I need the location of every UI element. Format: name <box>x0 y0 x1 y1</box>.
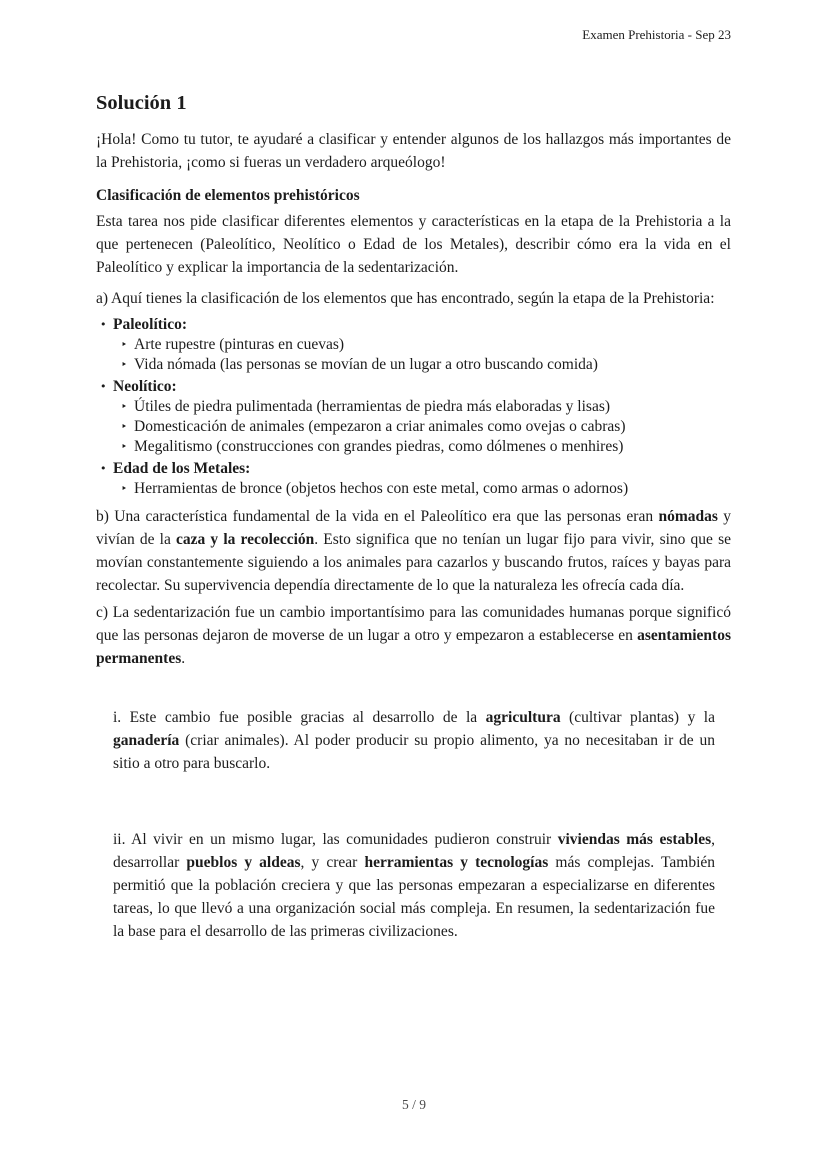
page-header: Examen Prehistoria - Sep 23 <box>582 27 731 42</box>
sub-item-text: Vida nómada (las personas se movían de un lugar a otro buscando comida) <box>134 356 598 373</box>
solution-title: Solución 1 <box>96 92 187 114</box>
classification-sub-item <box>96 479 731 499</box>
era-label: Neolítico: <box>113 378 177 395</box>
classification-era-item <box>96 315 731 335</box>
era-label: Edad de los Metales: <box>113 460 251 477</box>
item-a-lead: a) Aquí tienes la clasificación de los elementos que has encontrado, según la etapa de la Prehistoria: <box>96 290 715 307</box>
sub-item-text: Megalitismo (construcciones con grandes piedras, como dólmenes o menhires) <box>134 438 624 455</box>
section-heading: Clasificación de elementos prehistóricos <box>96 187 360 204</box>
bullet-icon: • <box>100 318 107 331</box>
classification-list <box>96 315 731 499</box>
triangle-bullet-icon: ‣ <box>121 421 128 433</box>
triangle-bullet-icon: ‣ <box>121 483 128 495</box>
triangle-bullet-icon: ‣ <box>121 441 128 453</box>
sub-paragraph-i: i. Este cambio fue posible gracias al desarrollo de la agricultura (cultivar plantas) y la ganadería (criar animales). Al poder producir su propio alimento, ya no necesitaban ir de un sitio a otro para buscarlo. <box>113 709 715 772</box>
sub-paragraph-ii: ii. Al vivir en un mismo lugar, las comunidades pudieron construir viviendas más estables, desarrollar pueblos y aldeas, y crear herramientas y tecnologías más complejas. También permitió que la población creciera y que las personas empezaran a especializarse en diferentes tareas, lo que llevó a una organización social más compleja. En resumen, la sedentarización fue la base para el desarrollo de las primeras civilizaciones. <box>113 831 716 940</box>
bullet-icon: • <box>100 462 107 475</box>
sub-item-text: Herramientas de bronce (objetos hechos con este metal, como armas o adornos) <box>134 480 629 497</box>
paragraph-c: c) La sedentarización fue un cambio importantísimo para las comunidades humanas porque significó que las personas dejaron de moverse de un lugar a otro y empezaron a establecerse en asentamientos permanentes. <box>96 604 731 667</box>
document-content <box>96 0 731 943</box>
sub-item-text: Arte rupestre (pinturas en cuevas) <box>134 336 345 353</box>
bullet-icon: • <box>100 380 107 393</box>
classification-era-item <box>96 377 731 397</box>
paragraph-b: b) Una característica fundamental de la vida en el Paleolítico era que las personas eran nómadas y vivían de la caza y la recolección. Esto significa que no tenían un lugar fijo para vivir, sino que se movían constantemente siguiendo a los animales para cazarlos y buscando frutos, raíces y bayas para recolectar. Su supervivencia dependía directamente de lo que la naturaleza les ofrecía cada día. <box>96 508 732 594</box>
classification-sub-item <box>96 397 731 417</box>
triangle-bullet-icon: ‣ <box>121 401 128 413</box>
classification-sub-item <box>96 417 731 437</box>
classification-sub-item <box>96 355 731 375</box>
page-number: 5 / 9 <box>401 1097 426 1112</box>
triangle-bullet-icon: ‣ <box>121 359 128 371</box>
section-intro-paragraph: Esta tarea nos pide clasificar diferentes elementos y características en la etapa de la Prehistoria a la que pertenecen (Paleolítico, Neolítico o Edad de los Metales), describir cómo era la vida en el Paleolítico y explicar la importancia de la sedentarización. <box>96 213 731 276</box>
era-label: Paleolítico: <box>113 316 188 333</box>
classification-sub-item <box>96 335 731 355</box>
intro-paragraph: ¡Hola! Como tu tutor, te ayudaré a clasificar y entender algunos de los hallazgos más importantes de la Prehistoria, ¡como si fueras un verdadero arqueólogo! <box>96 131 731 171</box>
triangle-bullet-icon: ‣ <box>121 339 128 351</box>
classification-sub-item <box>96 437 731 457</box>
sub-item-text: Útiles de piedra pulimentada (herramientas de piedra más elaboradas y lisas) <box>134 398 611 415</box>
classification-era-item <box>96 459 731 479</box>
sub-item-text: Domesticación de animales (empezaron a criar animales como ovejas o cabras) <box>134 418 626 435</box>
